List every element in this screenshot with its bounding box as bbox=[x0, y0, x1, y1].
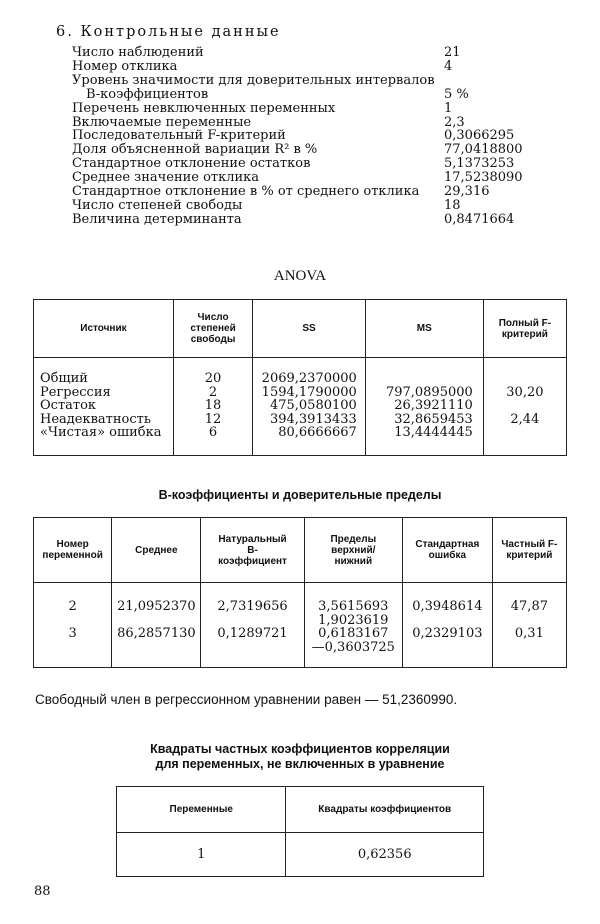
control-data-row bbox=[72, 143, 542, 157]
control-data-row bbox=[72, 199, 542, 213]
table-cell: Остаток bbox=[40, 398, 97, 413]
table-cell: 3 bbox=[68, 626, 77, 641]
table-cell: 0,6183167 bbox=[318, 626, 389, 641]
control-data-label: Доля объясненной вариации R² в % bbox=[72, 142, 318, 158]
anova-header-ss: SS bbox=[253, 300, 366, 358]
table-cell: 86,2857130 bbox=[117, 626, 196, 641]
bcoef-b-col bbox=[201, 583, 304, 668]
control-data-value: 17,5238090 bbox=[444, 170, 523, 186]
page-number: 88 bbox=[34, 884, 51, 899]
partial-value-cell: 0,62356 bbox=[286, 833, 484, 877]
table-cell: Общий bbox=[40, 371, 88, 386]
bcoef-num-col bbox=[34, 583, 112, 668]
table-cell: 0,2329103 bbox=[412, 626, 483, 641]
table-cell: 26,3921110 bbox=[394, 398, 473, 413]
control-data-value: 21 bbox=[444, 45, 461, 60]
table-cell: 3,5615693 bbox=[318, 599, 389, 614]
anova-sources bbox=[34, 358, 174, 456]
anova-title: ANOVA bbox=[273, 268, 327, 284]
table-cell: 797,0895000 bbox=[385, 384, 473, 400]
control-data-row bbox=[72, 129, 542, 143]
control-data-row bbox=[72, 171, 542, 185]
table-cell bbox=[484, 372, 566, 386]
table-cell: «Чистая» ошибка bbox=[40, 425, 162, 440]
table-cell: 6 bbox=[208, 425, 218, 440]
bcoef-header-mean: Среднее bbox=[112, 518, 201, 583]
control-data-row bbox=[72, 102, 542, 116]
control-data-label: Последовательный F-критерий bbox=[72, 128, 286, 144]
table-cell: 13,4444445 bbox=[394, 425, 473, 440]
table-cell: Регрессия bbox=[40, 384, 111, 400]
control-data-label: Стандартное отклонение в % от среднего отклика bbox=[72, 184, 420, 199]
anova-header-source: Источник bbox=[34, 300, 174, 358]
control-data-value: 0,3066295 bbox=[444, 128, 515, 144]
control-data-row bbox=[72, 157, 542, 171]
control-data-row bbox=[72, 60, 542, 74]
control-data-row bbox=[72, 213, 542, 227]
control-data-label: Включаемые переменные bbox=[72, 114, 252, 130]
table-cell: 30,20 bbox=[506, 384, 544, 400]
bcoef-header-limits: Пределы верхний/нижний bbox=[304, 518, 402, 583]
table-cell bbox=[366, 372, 473, 386]
control-data-value: 2,3 bbox=[444, 114, 465, 130]
bcoef-table bbox=[33, 517, 567, 668]
control-data-label: Число степеней свободы bbox=[72, 197, 243, 213]
control-data-label: Номер отклика bbox=[72, 58, 178, 74]
control-data-label: Среднее значение отклика bbox=[72, 170, 260, 186]
table-cell bbox=[484, 426, 566, 440]
control-data-row bbox=[72, 46, 542, 60]
control-data-label: Величина детерминанта bbox=[72, 211, 242, 227]
partial-header-sq: Квадраты коэффициентов bbox=[286, 787, 484, 833]
table-cell: 2,7319656 bbox=[217, 599, 288, 614]
control-data-value: 0,8471664 bbox=[444, 211, 515, 227]
bcoef-header-f: Частный F-критерий bbox=[492, 518, 566, 583]
partial-var-cell: 1 bbox=[117, 833, 286, 877]
anova-f bbox=[483, 358, 566, 456]
anova-header-ms: MS bbox=[365, 300, 483, 358]
anova-ss bbox=[253, 358, 366, 456]
control-data-value: 4 bbox=[444, 58, 453, 74]
table-cell: 2069,2370000 bbox=[261, 371, 357, 386]
control-data-value: 18 bbox=[444, 197, 461, 213]
control-data-row bbox=[72, 185, 542, 199]
table-cell: —0,3603725 bbox=[311, 639, 395, 655]
control-data-value: 5 % bbox=[444, 86, 469, 102]
control-data-value: 29,316 bbox=[444, 184, 490, 199]
anova-df bbox=[173, 358, 252, 456]
bcoef-f-col bbox=[492, 583, 566, 668]
control-data-value: 5,1373253 bbox=[444, 156, 515, 172]
table-cell: 0,31 bbox=[514, 626, 544, 641]
control-data-label: B-коэффициентов bbox=[86, 86, 209, 102]
table-cell: 2,44 bbox=[510, 411, 540, 427]
bcoef-header-se: Стандартная ошибка bbox=[402, 518, 492, 583]
anova-ms bbox=[365, 358, 483, 456]
control-data-label: Уровень значимости для доверительных интервалов bbox=[72, 72, 435, 88]
table-cell: 47,87 bbox=[510, 599, 548, 614]
control-data-label: Стандартное отклонение остатков bbox=[72, 156, 311, 172]
control-data-row bbox=[72, 74, 542, 88]
anova-table bbox=[33, 299, 567, 456]
table-cell: Неадекватность bbox=[40, 411, 151, 427]
bcoef-title: B-коэффициенты и доверительные пределы bbox=[158, 488, 442, 502]
partial-title-line1: Квадраты частных коэффициентов корреляции bbox=[150, 742, 450, 756]
table-cell: 21,0952370 bbox=[117, 599, 196, 614]
table-cell bbox=[484, 399, 566, 413]
section-title: 6. Контрольные данные bbox=[56, 24, 281, 40]
table-cell: 0,1289721 bbox=[217, 626, 288, 641]
partial-table bbox=[116, 786, 484, 877]
table-cell: 2 bbox=[208, 384, 218, 400]
table-cell: 394,3913433 bbox=[269, 411, 357, 427]
partial-title-line2: для переменных, не включенных в уравнение bbox=[155, 757, 445, 771]
table-cell: 475,0580100 bbox=[269, 398, 357, 413]
bcoef-mean-col bbox=[112, 583, 201, 668]
control-data-row bbox=[72, 88, 542, 102]
table-cell: 20 bbox=[204, 371, 222, 386]
partial-header-var: Переменные bbox=[117, 787, 286, 833]
control-data-label: Перечень невключенных переменных bbox=[72, 100, 336, 116]
table-cell: 1594,1790000 bbox=[261, 384, 357, 400]
bcoef-header-b: Натуральный B-коэффициент bbox=[201, 518, 304, 583]
anova-header-f: Полный F-критерий bbox=[483, 300, 566, 358]
table-cell: 32,8659453 bbox=[394, 411, 473, 427]
bcoef-se-col bbox=[402, 583, 492, 668]
control-data-value: 1 bbox=[444, 100, 453, 116]
bcoef-header-num: Номер переменной bbox=[34, 518, 112, 583]
control-data-label: Число наблюдений bbox=[72, 45, 204, 60]
table-cell: 2 bbox=[68, 599, 77, 614]
bcoef-limits-col bbox=[304, 583, 402, 668]
intercept-text: Свободный член в регрессионном уравнении равен — 51,2360990. bbox=[35, 692, 458, 707]
control-data-value: 77,0418800 bbox=[444, 142, 523, 158]
anova-header-df: Число степеней свободы bbox=[173, 300, 252, 358]
table-cell: 1,9023619 bbox=[318, 612, 389, 628]
table-cell: 80,6666667 bbox=[278, 425, 357, 440]
table-cell: 0,3948614 bbox=[412, 599, 483, 614]
table-cell: 12 bbox=[204, 411, 222, 427]
control-data-row bbox=[72, 116, 542, 130]
table-cell: 18 bbox=[204, 398, 222, 413]
